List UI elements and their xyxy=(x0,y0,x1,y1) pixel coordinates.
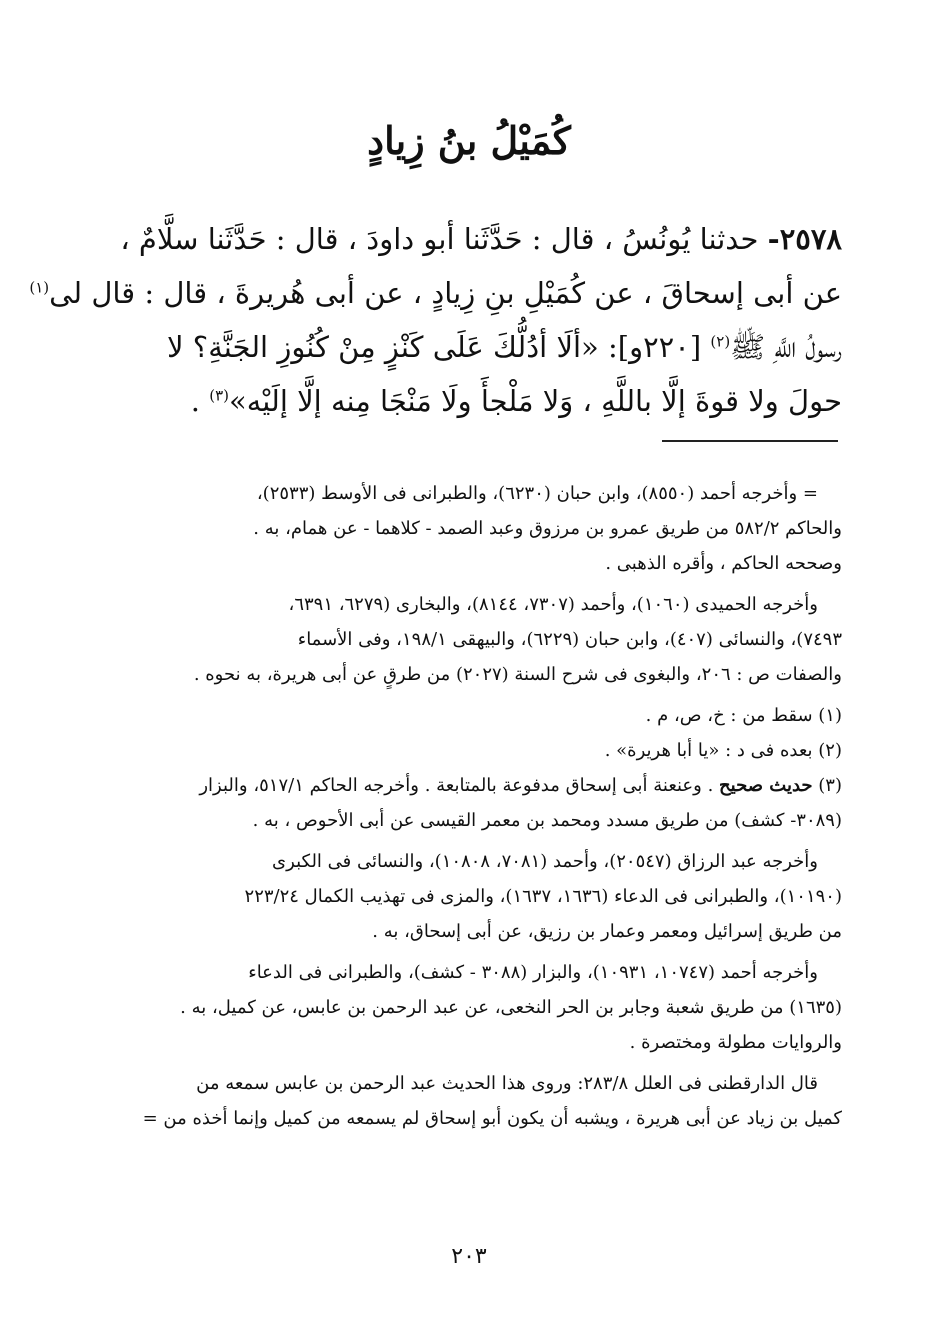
footnote-1: (١) سقط من : خ، ص، م . xyxy=(645,705,842,726)
footnotes xyxy=(128,476,842,1142)
hadith-line-1-text: حدثنا يُونُسُ ، قال : حَدَّثَنا أبو داودَ ، قال : حَدَّثَنا سلَّامٌ ، xyxy=(120,222,759,256)
note-line: (١٦٣٥) من طريق شعبة وجابر بن الحر النخعى، عن عبد الرحمن بن عابس، عن كميل، به . xyxy=(180,997,842,1018)
hadith-line-2 xyxy=(29,266,842,320)
note-paragraph-5 xyxy=(128,1066,842,1136)
note-line: من طريق إسرائيل ومعمر وعمار بن رزيق، عن أبى إسحاق، به . xyxy=(372,921,842,942)
hadith-line-3-text-a: رسولُ اللَّهِ ﷺ xyxy=(730,330,842,364)
footnote-3 xyxy=(128,768,842,838)
footnote-3-rest: . وعنعنة أبى إسحاق مدفوعة بالمتابعة . وأخرجه الحاكم ٥١٧/١، والبزار xyxy=(199,775,714,796)
note-line: ٧٤٩٣)، والنسائى (٤٠٧)، وابن حبان (٦٢٢٩)، والبيهقى ١٩٨/١، وفى الأسماء xyxy=(297,629,842,650)
hadith-line-1 xyxy=(118,212,842,266)
footnote-3-lead: (٣) xyxy=(818,775,842,796)
note-line: والروايات مطولة ومختصرة . xyxy=(629,1032,842,1053)
footnote-3-line-1 xyxy=(128,768,842,803)
note-line: والصفات ص : ٢٠٦، والبغوى فى شرح السنة (٢٠٢٧) من طرقٍ عن أبى هريرة، به نحوه . xyxy=(193,664,842,685)
note-paragraph-3 xyxy=(128,844,842,949)
hadith-line-4-text: حولَ ولا قوةَ إلَّا باللَّهِ ، وَلا مَلْجأَ ولَا مَنْجَا مِنه إلَّا إلَيْه» xyxy=(228,384,842,418)
hadith-line-3 xyxy=(118,320,842,374)
note-line: كميل بن زياد عن أبى هريرة ، ويشبه أن يكون أبو إسحاق لم يسمعه من كميل وإنما أخذه من = xyxy=(142,1108,842,1129)
footnote-3-line-2: (٣٠٨٩- كشف) من طريق مسدد ومحمد بن معمر القيسى عن أبى الأحوص ، به . xyxy=(252,810,842,831)
note-paragraph-1 xyxy=(128,476,842,581)
hadith-line-2-text: عن أبى إسحاقَ ، عن كُمَيْلِ بنِ زِيادٍ ، عن أبى هُريرةَ ، قال : قال لى xyxy=(49,276,842,310)
hadith-end-dot: . xyxy=(190,384,200,418)
note-line: (١٠١٩٠)، والطبرانى فى الدعاء (١٦٣٦، ١٦٣٧)، والمزى فى تهذيب الكمال ٢٢٣/٢٤ xyxy=(244,886,842,907)
note-line: وأخرجه أحمد (١٠٧٤٧، ١٠٩٣١)، والبزار (٣٠٨٨ - كشف)، والطبرانى فى الدعاء xyxy=(248,962,818,983)
note-paragraph-4 xyxy=(128,955,842,1060)
footnote-ref-1: (١) xyxy=(29,278,50,297)
note-line: وأخرجه الحميدى (١٠٦٠)، وأحمد (٧٣٠٧، ٨١٤٤)، والبخارى (٦٢٧٩، ٦٣٩١، xyxy=(288,594,818,615)
note-paragraph-2 xyxy=(128,587,842,692)
section-title: كُمَيْلُ بنُ زِيادٍ xyxy=(367,118,571,163)
hadith-line-3-text-b: [٢٢٠و]: «ألَا أدُلُّكَ عَلَى كَنْزٍ مِنْ كُنُوزِ الجَنَّةِ؟ لا xyxy=(167,330,702,364)
hadith-text xyxy=(29,212,842,428)
grading-label: حديث صحيح xyxy=(719,775,813,796)
hadith-line-4 xyxy=(118,374,842,428)
note-line: والحاكم ٥٨٢/٢ من طريق عمرو بن مرزوق وعبد الصمد - كلاهما - عن همام، به . xyxy=(253,518,842,539)
footnote-2: (٢) بعده فى د : «يا أبا هريرة» . xyxy=(604,740,842,761)
note-line: وأخرجه عبد الرزاق (٢٠٥٤٧)، وأحمد (٧٠٨١، ١٠٨٠٨)، والنسائى فى الكبرى xyxy=(272,851,818,872)
footnote-ref-3: (٣) xyxy=(209,386,229,405)
page-number: ٢٠٣ xyxy=(451,1244,487,1269)
hadith-number: ٢٥٧٨- xyxy=(767,222,842,256)
footnote-divider xyxy=(662,440,838,442)
note-line: وصححه الحاكم ، وأقره الذهبى . xyxy=(605,553,842,574)
note-line: = وأخرجه أحمد (٨٥٥٠)، وابن حبان (٦٢٣٠)، والطبرانى فى الأوسط (٢٥٣٣)، xyxy=(256,483,818,504)
note-line: قال الدارقطنى فى العلل ٢٨٣/٨: وروى هذا الحديث عبد الرحمن بن عابس سمعه من xyxy=(196,1073,818,1094)
footnote-ref-2: (٢) xyxy=(710,332,731,351)
